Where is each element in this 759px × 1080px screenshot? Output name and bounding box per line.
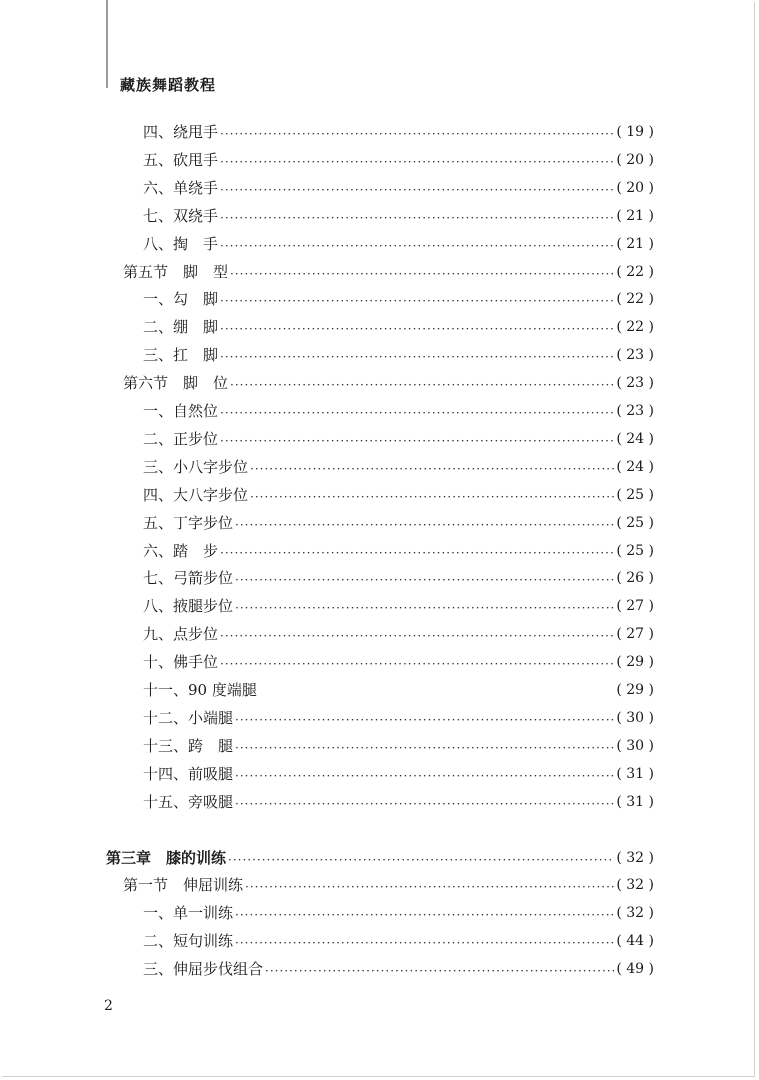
toc-entry[interactable] (143, 676, 654, 700)
page-number: 2 (104, 998, 113, 1014)
toc-leader-dots (228, 852, 614, 868)
toc-entry-page: ( 49 ) (616, 961, 654, 978)
toc-leader-dots (265, 963, 614, 979)
toc-leader-dots (220, 238, 614, 254)
toc-leader-dots (220, 405, 614, 421)
toc-entry-page: ( 29 ) (616, 654, 654, 671)
toc-entry[interactable] (143, 704, 654, 728)
toc-leader-dots (220, 656, 614, 672)
toc-entry-page: ( 23 ) (616, 347, 654, 364)
toc-entry-page: ( 23 ) (616, 375, 654, 392)
toc-entry[interactable] (143, 899, 654, 923)
toc-entry-label: 一、单一训练 (143, 904, 234, 923)
toc-entry-page: ( 25 ) (616, 514, 654, 531)
toc-entry-page: ( 22 ) (616, 263, 654, 280)
toc-entry-label: 二、绷 脚 (143, 318, 219, 337)
toc-entry-page: ( 30 ) (616, 737, 654, 754)
toc-entry-label: 五、丁字步位 (143, 513, 234, 532)
toc-leader-dots (250, 489, 614, 505)
toc-leader-dots (220, 210, 614, 226)
header-rule (106, 0, 108, 88)
toc-entry-page: ( 25 ) (616, 542, 654, 559)
toc-entry-page: ( 30 ) (616, 709, 654, 726)
toc-leader-dots (235, 935, 614, 951)
toc-entry-label: 七、弓箭步位 (143, 569, 234, 588)
toc-entry-label: 一、勾 脚 (143, 290, 219, 309)
toc-entry-label: 三、小八字步位 (143, 457, 249, 476)
toc-entry-page: ( 32 ) (616, 877, 654, 894)
toc-leader-dots (245, 879, 614, 895)
toc-entry[interactable] (143, 788, 654, 812)
toc-entry-label: 第六节 脚 位 (123, 374, 229, 393)
toc-entry-label: 十三、跨 腿 (143, 736, 234, 755)
toc-entry-page: ( 19 ) (616, 124, 654, 140)
toc-entry-label: 十二、小端腿 (143, 708, 234, 727)
toc-entry[interactable] (143, 732, 654, 756)
toc-entry-page: ( 22 ) (616, 291, 654, 308)
toc-entry-label: 二、正步位 (143, 429, 219, 448)
toc-entry-page: ( 26 ) (616, 570, 654, 587)
toc-entry[interactable] (143, 537, 654, 561)
toc-entry-page: ( 22 ) (616, 319, 654, 336)
toc-entry-label: 五、砍甩手 (143, 150, 219, 169)
toc-entry[interactable] (143, 564, 654, 588)
toc-leader-dots (230, 377, 614, 393)
toc-entry[interactable] (143, 648, 654, 672)
toc-entry-page: ( 32 ) (616, 849, 654, 866)
toc-entry[interactable] (143, 174, 654, 198)
toc-entry-label: 第三章 膝的训练 (106, 848, 227, 867)
toc-entry[interactable] (143, 453, 654, 477)
toc-entry[interactable] (143, 118, 654, 142)
toc-entry[interactable] (143, 341, 654, 365)
toc-entry-label: 九、点步位 (143, 625, 219, 644)
toc-entry[interactable] (123, 258, 654, 282)
toc-leader-dots (220, 154, 614, 170)
toc-leader-dots (235, 572, 614, 588)
toc-entry-label: 二、短句训练 (143, 932, 234, 951)
toc-entry-label: 十四、前吸腿 (143, 764, 234, 783)
toc-entry[interactable] (143, 927, 654, 951)
toc-leader-dots (220, 293, 614, 309)
toc-leader-dots (235, 768, 614, 784)
toc-entry-label: 四、绕甩手 (143, 123, 219, 141)
toc-entry[interactable] (123, 369, 654, 393)
toc-entry[interactable] (143, 760, 654, 784)
toc-entry[interactable] (143, 592, 654, 616)
toc-entry[interactable] (143, 285, 654, 309)
toc-entry-page: ( 21 ) (616, 207, 654, 224)
toc-entry-page: ( 23 ) (616, 403, 654, 419)
toc-leader-dots (220, 182, 614, 198)
toc-entry-label: 第一节 伸屈训练 (123, 876, 244, 895)
toc-entry-page: ( 32 ) (616, 905, 654, 922)
toc-entry[interactable] (143, 425, 654, 449)
toc-entry-label: 八、掖腿步位 (143, 597, 234, 616)
toc-entry[interactable] (123, 871, 654, 895)
toc-entry[interactable] (143, 230, 654, 254)
toc-entry-label: 三、扛 脚 (143, 346, 219, 365)
toc-leader-dots (220, 321, 614, 337)
toc-entry-page: ( 21 ) (616, 235, 654, 252)
toc-entry-label: 四、大八字步位 (143, 485, 249, 504)
toc-entry-label: 八、掏 手 (143, 234, 219, 253)
toc-leader-dots (250, 461, 614, 477)
toc-entry[interactable] (143, 620, 654, 644)
toc-entry-label: 第五节 脚 型 (123, 262, 229, 281)
toc-entry[interactable] (143, 481, 654, 505)
toc-entry-page: ( 29 ) (616, 682, 654, 698)
toc-entry-label: 七、双绕手 (143, 206, 219, 225)
toc-entry-label: 六、单绕手 (143, 178, 219, 197)
toc-entry-label: 三、伸屈步伐组合 (143, 960, 264, 979)
toc-entry[interactable] (143, 397, 654, 421)
toc-entry-label: 十五、旁吸腿 (143, 792, 234, 811)
toc-entry-page: ( 31 ) (616, 765, 654, 782)
toc-entry[interactable] (106, 844, 654, 868)
toc-leader-dots (235, 907, 614, 923)
toc-entry-page: ( 44 ) (616, 933, 654, 950)
toc-entry-page: ( 24 ) (616, 458, 654, 475)
toc-entry-page: ( 20 ) (616, 151, 654, 168)
toc-entry-page: ( 25 ) (616, 486, 654, 503)
toc-entry-label: 六、踏 步 (143, 541, 219, 560)
toc-leader-dots (235, 517, 614, 533)
toc-leader-dots (220, 545, 614, 561)
toc-entry-label: 十一、90 度端腿 (143, 681, 257, 699)
running-header-title: 藏族舞蹈教程 (120, 76, 217, 94)
toc-entry[interactable] (143, 955, 654, 979)
toc-leader-dots (235, 796, 614, 812)
toc-entry[interactable] (143, 313, 654, 337)
toc-entry-page: ( 24 ) (616, 430, 654, 447)
toc-leader-dots (220, 349, 614, 365)
toc-entry[interactable] (143, 509, 654, 533)
toc-entry-label: 一、自然位 (143, 402, 219, 420)
toc-entry-page: ( 31 ) (616, 793, 654, 810)
toc-leader-dots (220, 433, 614, 449)
toc-entry-page: ( 27 ) (616, 626, 654, 643)
toc-entry-page: ( 27 ) (616, 598, 654, 615)
toc-leader-dots (230, 266, 614, 282)
toc-entry[interactable] (143, 146, 654, 170)
toc-leader-dots (235, 712, 614, 728)
toc-leader-dots (235, 600, 614, 616)
toc-leader-dots (220, 126, 614, 142)
toc-entry[interactable] (143, 202, 654, 226)
toc-leader-dots (235, 740, 614, 756)
toc-entry-label: 十、佛手位 (143, 653, 219, 672)
toc-entry-page: ( 20 ) (616, 179, 654, 196)
toc-leader-dots (220, 628, 614, 644)
